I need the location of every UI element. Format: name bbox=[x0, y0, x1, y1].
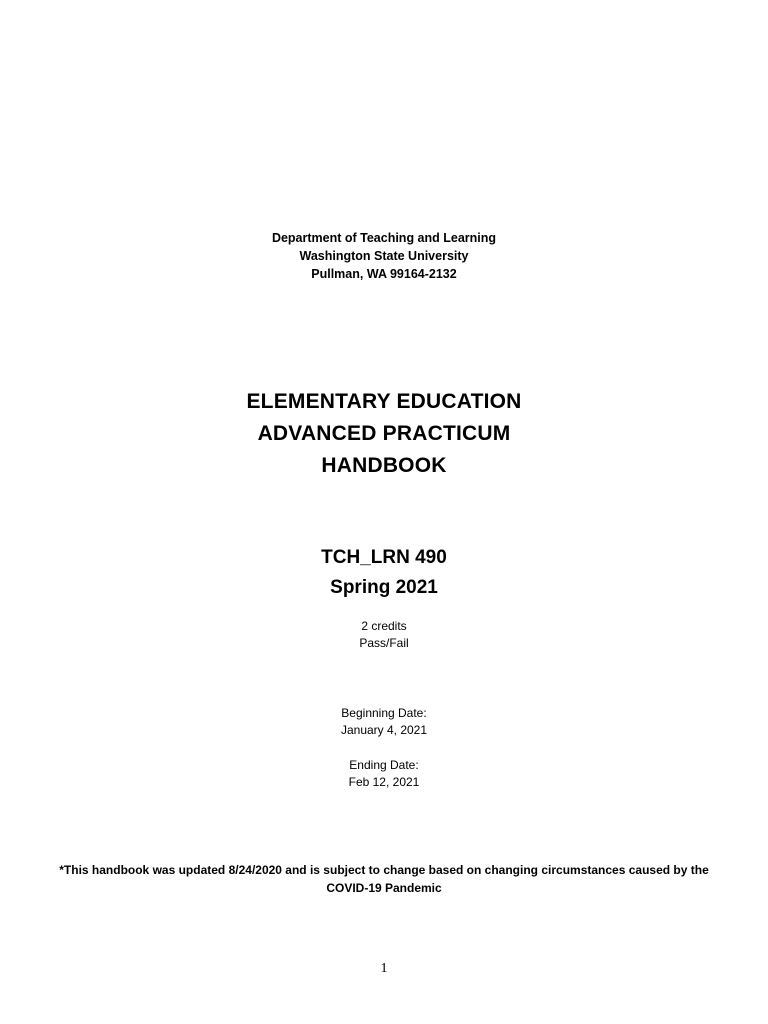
title-line-2: ADVANCED PRACTICUM bbox=[257, 422, 511, 445]
title-line-1: ELEMENTARY EDUCATION bbox=[246, 390, 522, 413]
update-notice-line-2: COVID-19 Pandemic bbox=[326, 881, 442, 895]
credits-block bbox=[0, 618, 768, 652]
handbook-title bbox=[0, 386, 768, 482]
grading-mode: Pass/Fail bbox=[359, 636, 409, 650]
course-term: Spring 2021 bbox=[330, 577, 438, 598]
update-notice bbox=[40, 861, 728, 897]
course-code: TCH_LRN 490 bbox=[321, 547, 447, 568]
title-line-3: HANDBOOK bbox=[321, 454, 447, 477]
beginning-date-block bbox=[0, 705, 768, 739]
ending-date-block bbox=[0, 757, 768, 791]
beginning-date-value: January 4, 2021 bbox=[340, 723, 428, 737]
course-heading bbox=[0, 543, 768, 603]
ending-date-label: Ending Date: bbox=[349, 758, 419, 772]
ending-date-value: Feb 12, 2021 bbox=[348, 775, 420, 789]
department-name: Department of Teaching and Learning bbox=[271, 231, 497, 245]
page-number: 1 bbox=[380, 961, 388, 976]
department-city-zip: Pullman, WA 99164-2132 bbox=[311, 267, 457, 281]
credit-count: 2 credits bbox=[361, 619, 407, 633]
university-name: Washington State University bbox=[299, 249, 469, 263]
department-address-block bbox=[0, 229, 768, 283]
beginning-date-label: Beginning Date: bbox=[341, 706, 427, 720]
update-notice-line-1: *This handbook was updated 8/24/2020 and is subject to change based on changing circumstances caused by the bbox=[59, 863, 709, 877]
